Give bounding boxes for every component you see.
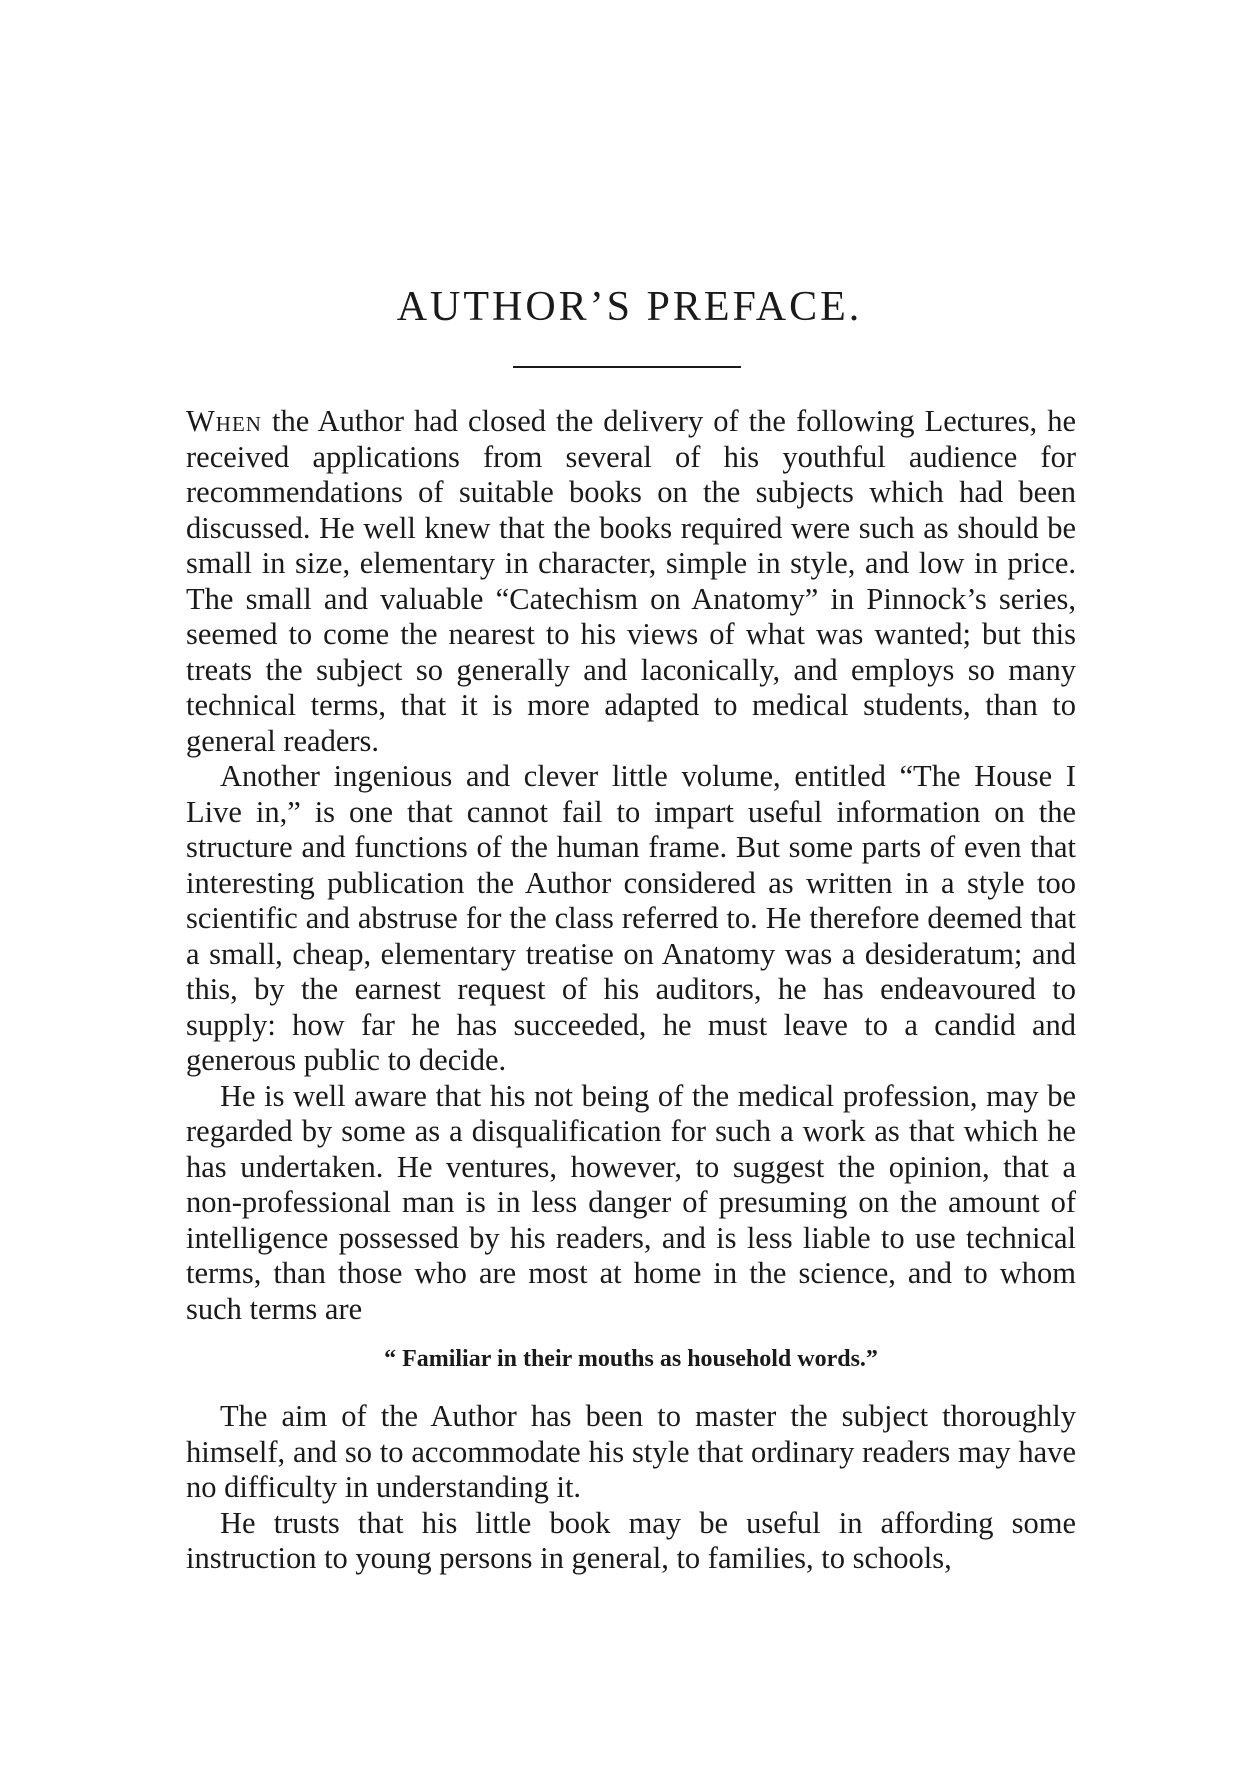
paragraph-5: He trusts that his little book may be useful in affording some instruction to young persons in general, to families, to schools, [186,1505,1076,1575]
quotation: “ Familiar in their mouths as household words.” [384,1346,878,1372]
paragraph-2: Another ingenious and clever little volume, entitled “The House I Live in,” is one that cannot fail to impart useful information on the structure and functions of the human frame. But some parts of even that interesting publication the Author considered as written in a style too scientific and abstruse for the class referred to. He therefore deemed that a small, cheap, elementary treatise on Anatomy was a desideratum; and this, by the earnest request of his auditors, he has endeavoured to supply: how far he has succeeded, he must leave to a candid and generous public to decide. [186,759,1076,1077]
paragraph-1-text: the Author had closed the delivery of the following Lectures, he received applications from several of his youthful audience for recommendations of suitable books on the subjects which had been discussed. He well knew that the books required were such as should be small in size, elementary in character, simple in style, and low in price. The small and valuable “Catechism on Anatomy” in Pinnock’s series, seemed to come the nearest to his views of what was wanted; but this treats the subject so generally and laconically, and employs so many technical terms, that it is more adapted to medical students, than to general readers. [186,404,1076,758]
paragraph-3: He is well aware that his not being of the medical profession, may be regarded by some as a disqualification for such a work as that which he has undertaken. He ventures, however, to suggest the opinion, that a non-professional man is in less danger of presuming on the amount of intelligence possessed by his readers, and is less liable to use technical terms, than those who are most at home in the science, and to whom such terms are [186,1078,1076,1326]
paragraph-1 [186,404,1076,759]
title-rule [513,366,741,368]
page-title: AUTHOR’S PREFACE. [396,284,863,330]
paragraph-4: The aim of the Author has been to master the subject thoroughly himself, and so to accommodate his style that ordinary readers may have no difficulty in understanding it. [186,1399,1076,1504]
paragraph-1-opening-word: When [186,404,262,438]
preface-body [186,404,1076,1577]
